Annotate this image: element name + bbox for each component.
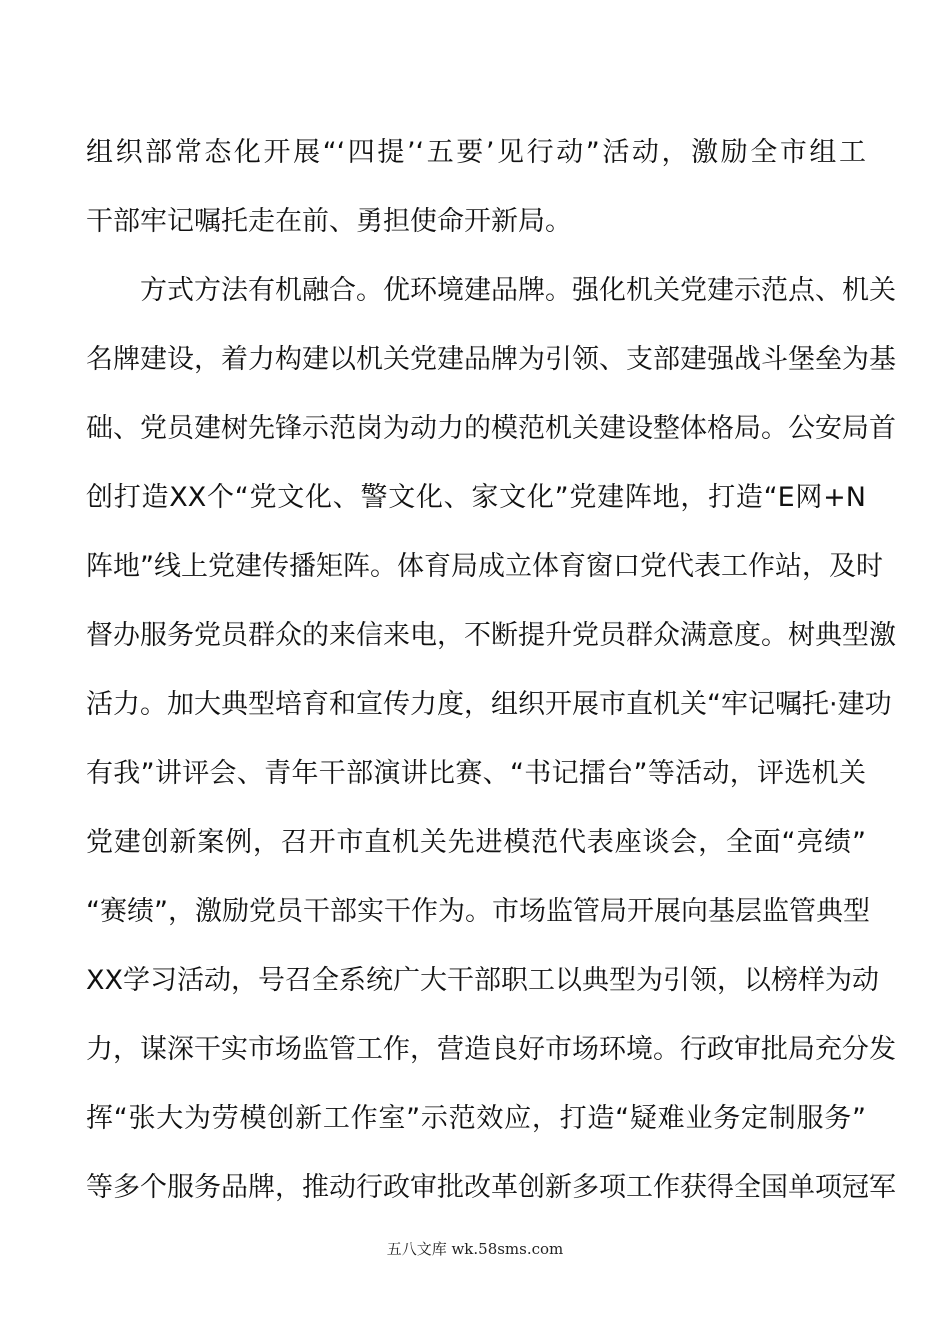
text-line: 名牌建设，着力构建以机关党建品牌为引领、支部建强战斗堡垒为基 (86, 344, 896, 375)
text-line: 有我”讲评会、青年干部演讲比赛、“书记擂台”等活动，评选机关 (86, 758, 866, 789)
paragraph-start-line: 方式方法有机融合。优环境建品牌。强化机关党建示范点、机关 (140, 275, 896, 306)
text-line: 组织部常态化开展“‘四提’‘五要’见行动”活动，激励全市组工 (86, 137, 866, 168)
text-line: 力，谋深干实市场监管工作，营造良好市场环境。行政审批局充分发 (86, 1034, 896, 1065)
text-line: 党建创新案例，召开市直机关先进模范代表座谈会，全面“亮绩” (86, 827, 866, 858)
document-body (86, 118, 896, 1222)
text-line: 创打造XX个“党文化、警文化、家文化”党建阵地，打造“E网+N (86, 482, 866, 513)
text-line: 阵地”线上党建传播矩阵。体育局成立体育窗口党代表工作站，及时 (86, 551, 883, 582)
text-line: 挥“张大为劳模创新工作室”示范效应，打造“疑难业务定制服务” (86, 1103, 866, 1134)
text-line: 干部牢记嘱托走在前、勇担使命开新局。 (86, 206, 572, 237)
text-line: XX学习活动，号召全系统广大干部职工以典型为引领，以榜样为动 (86, 965, 879, 996)
text-line: 等多个服务品牌，推动行政审批改革创新多项工作获得全国单项冠军 (86, 1172, 896, 1203)
text-line: 活力。加大典型培育和宣传力度，组织开展市直机关“牢记嘱托·建功 (86, 689, 892, 720)
text-line: 督办服务党员群众的来信来电，不断提升党员群众满意度。树典型激 (86, 620, 896, 651)
footer-watermark: 五八文库 wk.58sms.com (386, 1240, 564, 1258)
text-line: “赛绩”，激励党员干部实干作为。市场监管局开展向基层监管典型 (86, 896, 870, 927)
text-line: 础、党员建树先锋示范岗为动力的模范机关建设整体格局。公安局首 (86, 413, 896, 444)
